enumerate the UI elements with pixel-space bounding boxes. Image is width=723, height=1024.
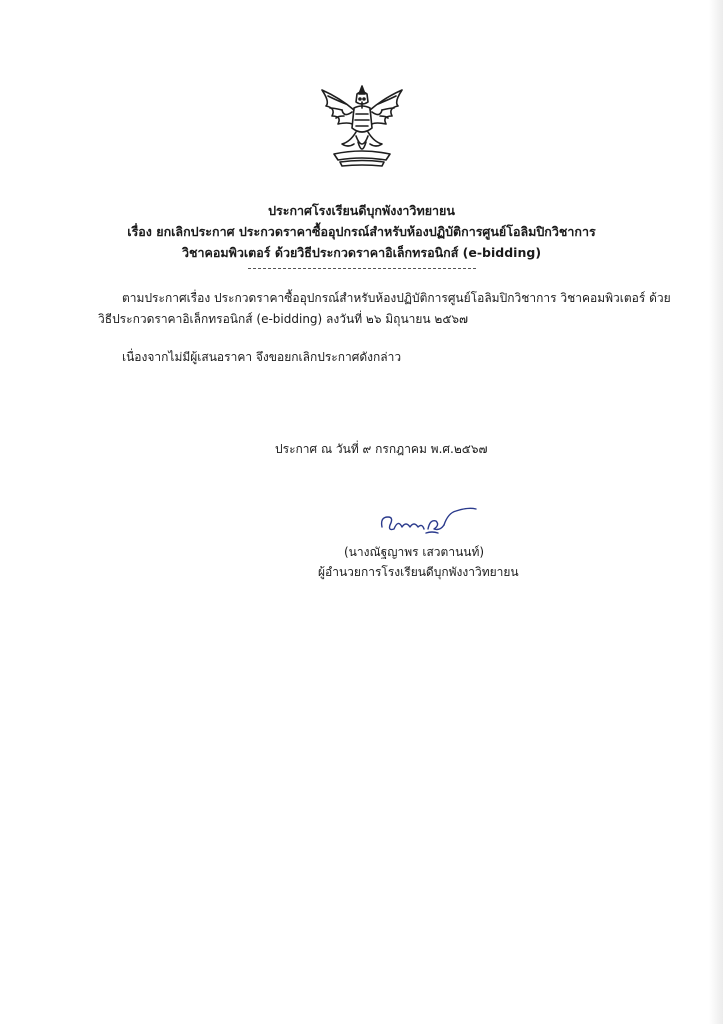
handwritten-signature-icon bbox=[378, 505, 478, 539]
body-paragraph-2: เนื่องจากไม่มีผู้เสนอราคา จึงขอยกเลิกประกาศดังกล่าว bbox=[122, 350, 402, 364]
body-paragraph-1-line-1: ตามประกาศเรื่อง ประกวดราคาซื้ออุปกรณ์สำหรับห้องปฏิบัติการศูนย์โอลิมปิกวิชาการ วิชาคอมพิวเตอร์ ด้วย bbox=[122, 291, 671, 305]
signer-name: (นางณัฐญาพร เสวตานนท์) bbox=[344, 545, 485, 559]
garuda-emblem-icon bbox=[312, 80, 412, 180]
announcement-title: ประกาศโรงเรียนดีบุกพังงาวิทยายน bbox=[268, 203, 455, 218]
heading-divider bbox=[248, 268, 476, 269]
announcement-subject: เรื่อง ยกเลิกประกาศ ประกวดราคาซื้ออุปกรณ์สำหรับห้องปฏิบัติการศูนย์โอลิมปิกวิชาการ bbox=[127, 224, 596, 239]
announcement-subject-continued: วิชาคอมพิวเตอร์ ด้วยวิธีประกวดราคาอิเล็กทรอนิกส์ (e-bidding) bbox=[181, 245, 542, 260]
signer-title: ผู้อำนวยการโรงเรียนดีบุกพังงาวิทยายน bbox=[318, 565, 519, 579]
page-edge-shadow bbox=[709, 0, 723, 1024]
body-paragraph-1-line-2: วิธีประกวดราคาอิเล็กทรอนิกส์ (e-bidding) ลงวันที่ ๒๖ มิถุนายน ๒๕๖๗ bbox=[98, 312, 469, 326]
announcement-date: ประกาศ ณ วันที่ ๙ กรกฎาคม พ.ศ.๒๕๖๗ bbox=[275, 442, 488, 456]
